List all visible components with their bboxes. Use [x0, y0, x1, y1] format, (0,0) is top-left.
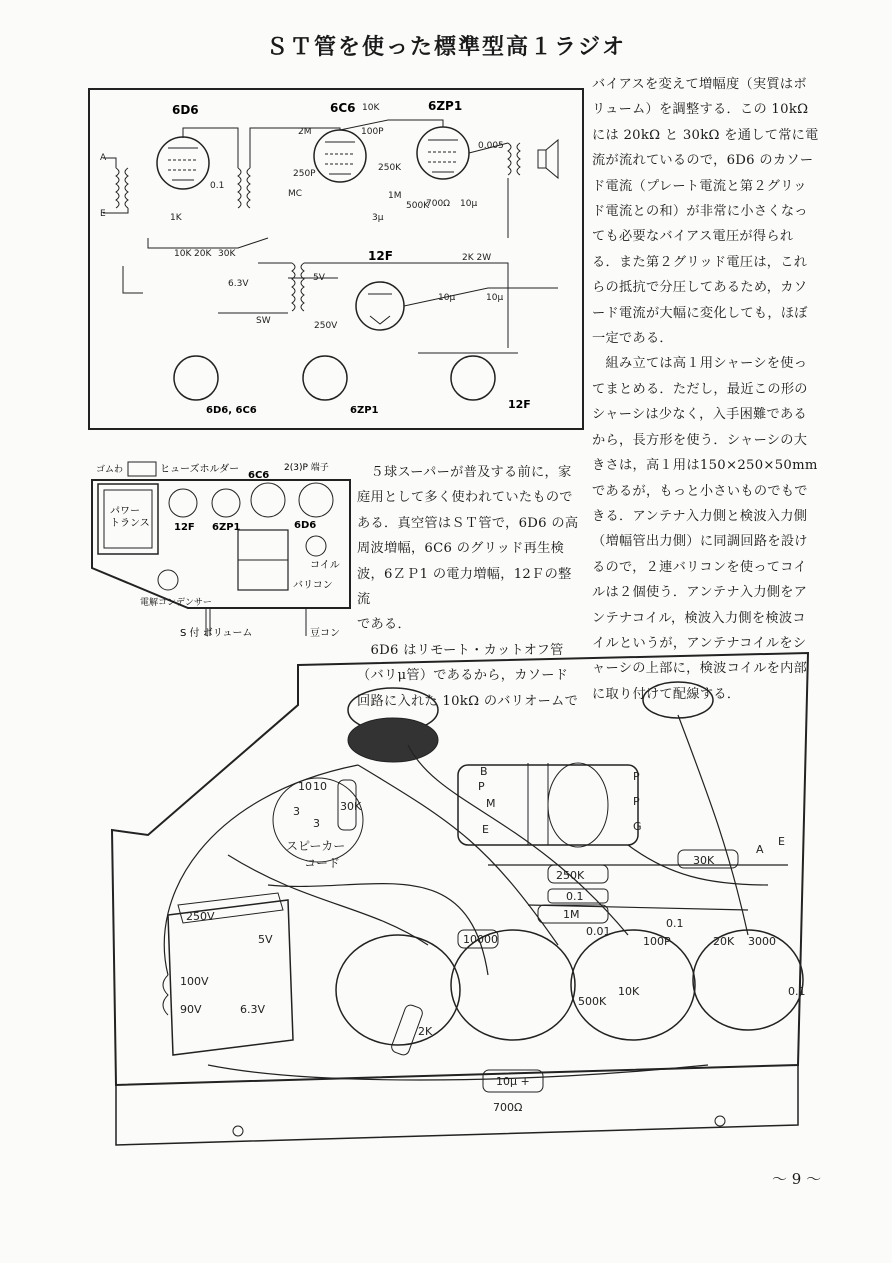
schematic-label: 100P [361, 127, 384, 137]
schematic-label: 0.005 [478, 141, 504, 151]
power-transformer-drawing [163, 893, 293, 1055]
body-text-line: るので，２連バリコンを使ってコイ [592, 559, 807, 575]
wiring-label: 100V [180, 975, 209, 988]
wiring-label: 0.1 [788, 985, 806, 998]
body-text-line: （増幅管出力側）に同調回路を設け [592, 534, 808, 550]
body-text-line: には 20kΩ と 30kΩ を通して常に電 [592, 127, 819, 143]
schematic-label: 2K 2W [462, 253, 492, 263]
wiring-label: G [633, 820, 642, 833]
text-column-right [592, 72, 834, 707]
tube-6zp1-symbol [417, 127, 469, 179]
body-text-line: リューム）を調整する．この 10kΩ [592, 102, 809, 118]
wiring-label: 5V [258, 933, 273, 946]
pinout-label: 6D6, 6C6 [206, 405, 257, 416]
wiring-label: 3 [293, 805, 300, 818]
schematic-label: 250K [378, 163, 402, 173]
wiring-label: P [478, 780, 485, 793]
chassis-label: 6D6 [294, 520, 317, 531]
wiring-label: P [633, 770, 640, 783]
wiring-label: 0.1 [566, 890, 584, 903]
wiring-label: 250K [556, 869, 585, 882]
schematic-label: SW [256, 316, 271, 326]
schematic-label: A [100, 153, 107, 163]
schematic-label: 2M [298, 127, 312, 137]
body-text-line: であるが，もっと小さいものでもで [592, 483, 808, 499]
schematic-tube-label: 6D6 [172, 103, 199, 117]
schematic-label: 3μ [372, 213, 384, 223]
tube-6c6-symbol [314, 130, 366, 182]
pinout-6zp1 [303, 356, 379, 416]
schematic-label: 5V [313, 273, 325, 283]
wiring-label: 3 [313, 817, 320, 830]
page-number: ～ 9 ～ [772, 1170, 822, 1188]
wiring-label: A [756, 843, 764, 856]
wiring-label: 6.3V [240, 1003, 266, 1016]
schematic-label: 700Ω [426, 199, 451, 209]
body-text-line: （バリμ管）であるから，カソード [357, 668, 569, 684]
wiring-label: 10000 [463, 933, 498, 946]
chassis-label: 2(3)P 端子 [284, 463, 329, 473]
body-text-line: ンテナコイル，検波入力側を検波コ [592, 610, 806, 626]
schematic-label: 250P [293, 169, 316, 179]
schematic-label: 10μ [438, 293, 456, 303]
pinout-label: 12F [508, 398, 531, 411]
body-text-line: 回路に入れた 10kΩ のバリオームで [357, 693, 579, 709]
schematic-diagram [88, 88, 584, 434]
chassis-label: 6C6 [248, 470, 270, 481]
wiring-label: M [486, 797, 496, 810]
body-text-line: ある．真空管はＳＴ管で，6D6 の高 [357, 515, 579, 531]
wiring-label: 10 [298, 780, 312, 793]
schematic-tube-label: 6ZP1 [428, 99, 463, 113]
wiring-label: B [480, 765, 488, 778]
schematic-label: 10K [362, 103, 380, 113]
wiring-label: スピーカー [286, 839, 346, 853]
wiring-label: 10μ + [496, 1075, 530, 1088]
body-text-line: ５球スーパーが普及する前に，家 [357, 465, 572, 480]
body-text-line: ド電流との和）が非常に小さくなっ [592, 204, 808, 220]
tube-12f-symbol [356, 282, 404, 330]
coil-symbols [116, 143, 520, 311]
chassis-label: ゴムわ [96, 465, 124, 475]
schematic-label: 1M [388, 191, 402, 201]
volume-pot-drawing [348, 688, 438, 762]
wiring-label: 700Ω [493, 1101, 523, 1114]
wiring-label: E [778, 835, 785, 848]
chassis-label: パワートランス [110, 506, 150, 529]
pinout-6d6-6c6 [174, 356, 257, 416]
wiring-label: 0.1 [666, 917, 684, 930]
pinout-label: 6ZP1 [350, 405, 379, 416]
wiring-label: コード [304, 856, 341, 870]
body-text-line: 波，6ＺＰ1 の電力増幅，12Ｆの整流 [357, 566, 572, 608]
schematic-label: 30K [218, 249, 236, 259]
schematic-label: 10K [174, 249, 192, 259]
schematic-label: 10μ [460, 199, 478, 209]
chassis-label: ヒューズホルダー [160, 464, 240, 475]
body-text-line: きさは，高１用は150×250×50mm [592, 458, 818, 474]
wiring-label: 90V [180, 1003, 202, 1016]
body-text-line: てまとめる．ただし，最近この形の [592, 381, 808, 397]
schematic-label: E [100, 209, 106, 219]
wiring-label: 10 [313, 780, 327, 793]
page-title: ＳＴ管を使った標準型高１ラジオ [265, 34, 626, 60]
body-text-line: に取り付けて配線する． [592, 686, 741, 702]
chassis-label: 6ZP1 [212, 522, 241, 533]
schematic-label: 0.1 [210, 181, 225, 191]
wiring-label: 30K [693, 854, 715, 867]
speaker-symbol [538, 140, 558, 178]
wiring-label: 3000 [748, 935, 776, 948]
body-text-line: シャーシは少なく，入手困難である [592, 407, 808, 423]
chassis-label: S 付 ボリューム [180, 628, 253, 639]
body-text-line: 一定である． [592, 331, 673, 347]
body-text-line: ャーシの上部に，検波コイルを内部 [592, 661, 808, 677]
chassis-label: コイル [310, 560, 340, 571]
schematic-label: 500K [406, 201, 430, 211]
schematic-label: 20K [194, 249, 212, 259]
body-text-line: る．また第２グリッド電圧は，これ [592, 254, 808, 270]
body-text-line: 流が流れているので，6D6 のカソー [592, 153, 814, 169]
wiring-label: 2K [418, 1025, 433, 1038]
body-text-line: ても必要なバイアス電圧が得られ [592, 229, 794, 245]
body-text-line: 6D6 はリモート・カットオフ管 [357, 642, 564, 658]
body-text-line: ード電流が大幅に変化しても，ほぼ [592, 305, 808, 321]
wiring-label: 10K [618, 985, 640, 998]
chassis-label: 12F [174, 522, 195, 533]
chassis-label: バリコン [293, 580, 333, 591]
schematic-label: 250V [314, 321, 338, 331]
schematic-tube-label: 6C6 [330, 101, 356, 115]
body-text-line: イルというが，アンテナコイルをシ [592, 635, 807, 651]
chassis-top-view [88, 458, 356, 647]
schematic-tube-label: 12F [368, 249, 393, 263]
wiring-label: P [633, 795, 640, 808]
body-text-line: から，長方形を使う．シャーシの大 [592, 432, 808, 448]
wiring-label: 500K [578, 995, 607, 1008]
wiring-label: 250V [186, 910, 215, 923]
wiring-label: 30K [340, 800, 362, 813]
body-text-line: バイアスを変えて増幅度（実質はボ [592, 77, 807, 92]
wiring-label: E [482, 823, 489, 836]
body-text-line: 庭用として多く使われていたもので [357, 490, 573, 506]
body-text-line: 組み立ては高１用シャーシを使っ [592, 356, 808, 372]
body-text-line: らの抵抗で分圧してあるため，カソ [592, 280, 808, 296]
wiring-label: 20K [713, 935, 735, 948]
schematic-label: 10μ [486, 293, 504, 303]
schematic-label: 6.3V [228, 279, 249, 289]
wiring-illustration [108, 645, 822, 1164]
tube-6d6-symbol [157, 137, 209, 189]
trimmer-drawing [643, 682, 713, 718]
body-text-line: である． [357, 617, 411, 633]
chassis-label: 電解コンデンサー [140, 598, 212, 608]
schematic-label: MC [288, 189, 303, 199]
schematic-label: 1K [170, 213, 182, 223]
pinout-12f [451, 356, 531, 411]
body-text-line: ルは２個使う．アンテナ入力側をア [592, 585, 808, 601]
wiring-label: 100P [643, 935, 671, 948]
chassis-label: 豆コン [310, 628, 340, 639]
body-text-line: きる．アンテナ入力側と検波入力側 [592, 508, 808, 524]
body-text-line: 周波増幅，6C6 のグリッド再生検 [357, 541, 565, 557]
body-text-line: ド電流（プレート電流と第２グリッ [592, 178, 807, 194]
wiring-label: 1M [563, 908, 580, 921]
wiring-label: 0.01 [586, 925, 611, 938]
